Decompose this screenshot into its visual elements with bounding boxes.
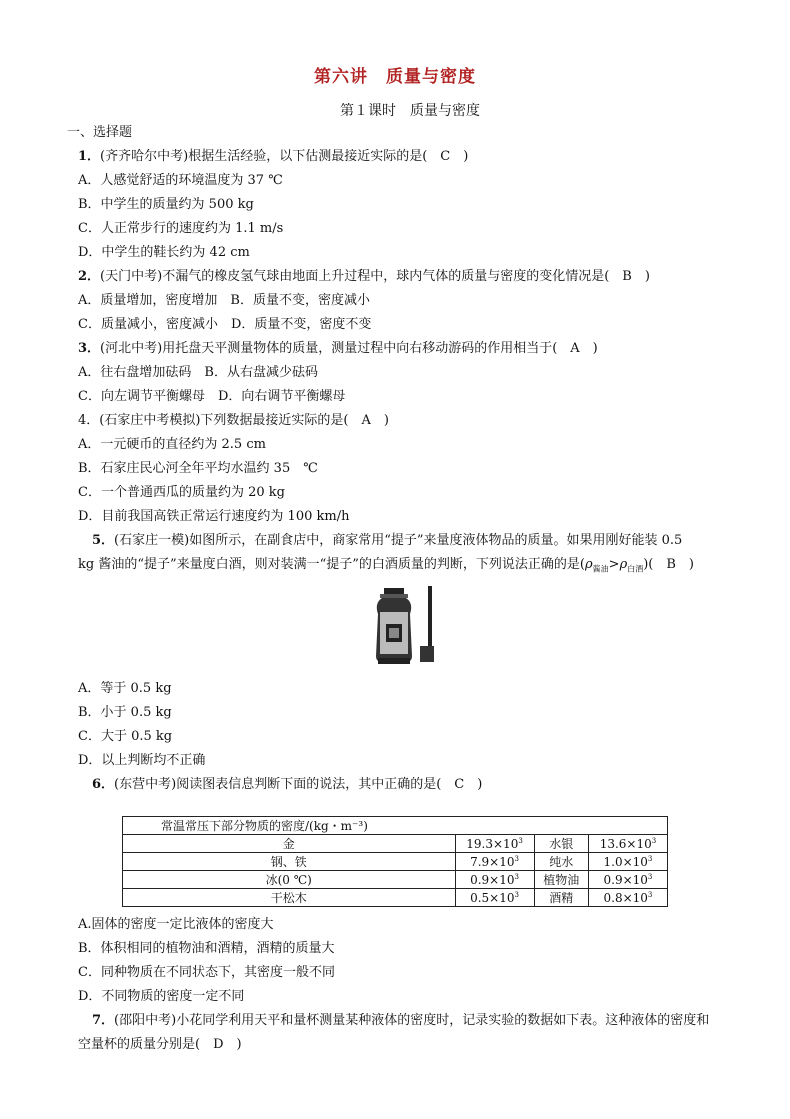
option: C．大于 0.5 kg [78, 729, 173, 744]
substance-cell: 钢、铁 [123, 853, 456, 871]
density-cell: $7.9\times 10^3$ [455, 853, 534, 871]
option: A．等于 0.5 kg [78, 681, 172, 696]
question-stem: (天门中考)不漏气的橡皮氢气球由地面上升过程中，球内气体的质量与密度的变化情况是( B ) [100, 269, 650, 284]
density-cell: $0.5\times 10^3$ [455, 889, 534, 907]
lesson-title: 第六讲 质量与密度 [314, 67, 476, 87]
option: A．人感觉舒适的环境温度为 37 ℃ [78, 173, 283, 188]
option: D．中学生的鞋长约为 42 cm [78, 245, 250, 260]
table-cell [588, 817, 667, 835]
question-number: 3． [78, 341, 101, 356]
option: C．一个普通西瓜的质量约为 20 kg [78, 485, 285, 500]
question-5-line2 [78, 556, 694, 579]
table-row [123, 853, 668, 871]
section-heading: 一、选择题 [67, 125, 133, 140]
table-cell [534, 817, 588, 835]
option: D．目前我国高铁正常运行速度约为 100 km/h [78, 509, 350, 524]
option: A．一元硬币的直径约为 2.5 cm [78, 437, 266, 452]
substance-cell: 冰(0 ℃) [123, 871, 456, 889]
option: A．质量增加，密度增加 B．质量不变，密度减小 [78, 293, 370, 308]
option: D．以上判断均不正确 [78, 753, 206, 768]
lesson-subtitle: 第１课时 质量与密度 [340, 103, 480, 119]
question-7-line2: 空量杯的质量分别是( D ) [78, 1037, 242, 1052]
substance-cell: 金 [123, 835, 456, 853]
table-row [123, 889, 668, 907]
option: B．体积相同的植物油和酒精，酒精的质量大 [78, 941, 335, 956]
question-stem: (东营中考)阅读图表信息判断下面的说法，其中正确的是( C ) [114, 777, 483, 792]
option: C．人正常步行的速度约为 1.1 m/s [78, 221, 284, 236]
question-4 [78, 412, 389, 430]
greater-than: > [608, 557, 620, 572]
table-row [123, 871, 668, 889]
substance-cell: 酒精 [534, 889, 588, 907]
question-stem: (河北中考)用托盘天平测量物体的质量，测量过程中向右移动游码的作用相当于( A ) [100, 341, 598, 356]
option: A．往右盘增加砝码 B．从右盘减少砝码 [78, 365, 318, 380]
question-number: 5． [92, 533, 115, 548]
density-cell: $13.6\times 10^3$ [588, 835, 667, 853]
question-number: 4． [78, 413, 100, 428]
question-stem: (邵阳中考)小花同学利用天平和量杯测量某种液体的密度时，记录实验的数据如下表。这种液体的密度和 [114, 1013, 710, 1028]
table-row [123, 835, 668, 853]
rho-subscript: 酱油 [592, 564, 609, 574]
density-cell: $0.8\times 10^3$ [588, 889, 667, 907]
question-number: 7． [92, 1013, 115, 1028]
substance-cell: 植物油 [534, 871, 588, 889]
density-cell: $1.0\times 10^3$ [588, 853, 667, 871]
question-3 [78, 340, 598, 358]
option: C．向左调节平衡螺母 D．向右调节平衡螺母 [78, 389, 346, 404]
question-number: 1． [78, 149, 101, 164]
rho-symbol: ρ [585, 557, 593, 572]
question-5 [92, 532, 682, 550]
question-stem: (齐齐哈尔中考)根据生活经验，以下估测最接近实际的是( C ) [100, 149, 469, 164]
substance-cell: 纯水 [534, 853, 588, 871]
option: B．小于 0.5 kg [78, 705, 172, 720]
liquor-ladle-figure [370, 584, 450, 668]
substance-cell: 干松木 [123, 889, 456, 907]
density-cell: $0.9\times 10^3$ [588, 871, 667, 889]
option: B．中学生的质量约为 500 kg [78, 197, 254, 212]
question-stem: (石家庄一模)如图所示，在副食店中，商家常用“提子”来量度液体物品的质量。如果用刚好能装 0.5 [114, 533, 683, 548]
density-cell: $0.9\times 10^3$ [455, 871, 534, 889]
question-7 [92, 1012, 709, 1030]
option: C．同种物质在不同状态下，其密度一般不同 [78, 965, 335, 980]
question-stem: (石家庄中考模拟)下列数据最接近实际的是( A ) [99, 413, 389, 428]
answer-bracket: )( B ) [643, 557, 694, 572]
substance-cell: 水银 [534, 835, 588, 853]
table-caption: 常温常压下部分物质的密度/(kg・m⁻³) [123, 817, 456, 835]
rho-symbol: ρ [619, 557, 628, 572]
option: C．质量减小，密度减小 D．质量不变，密度不变 [78, 317, 372, 332]
option: B．石家庄民心河全年平均水温约 35 ℃ [78, 461, 318, 476]
question-stem-cont: kg 酱油的“提子”来量度白酒，则对装满一“提子”的白酒质量的判断，下列说法正确的是( [78, 557, 585, 572]
table-cell [455, 817, 534, 835]
question-number: 2． [78, 269, 101, 284]
question-number: 6． [92, 777, 115, 792]
density-table [122, 816, 668, 907]
table-caption-row [123, 817, 668, 835]
question-2 [78, 268, 650, 286]
question-1 [78, 148, 468, 166]
option: A.固体的密度一定比液体的密度大 [78, 917, 274, 932]
question-6 [92, 776, 482, 794]
density-cell: $19.3\times 10^3$ [455, 835, 534, 853]
rho-subscript: 白酒 [627, 564, 644, 574]
option: D．不同物质的密度一定不同 [78, 989, 245, 1004]
